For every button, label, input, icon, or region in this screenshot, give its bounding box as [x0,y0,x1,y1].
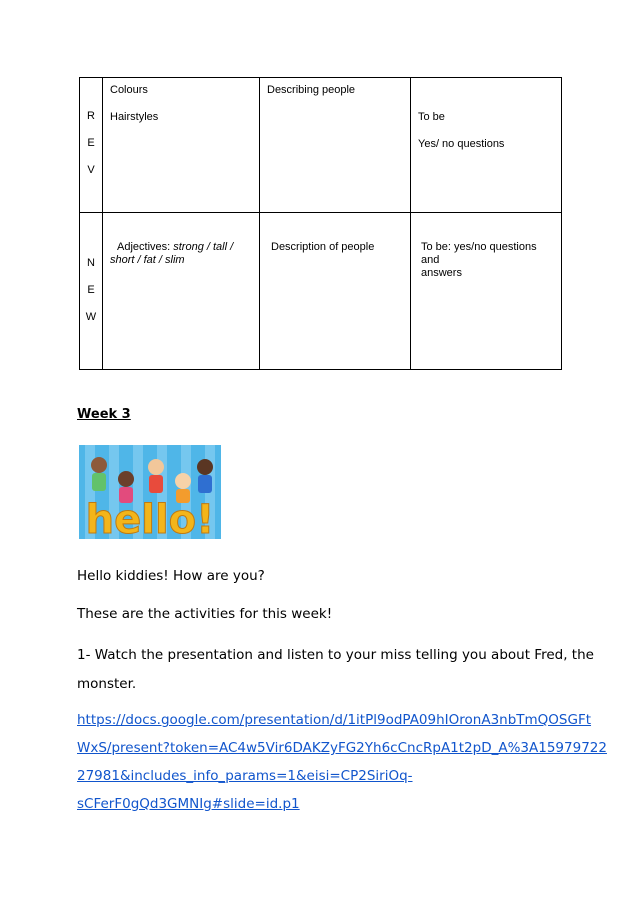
new-col3-cell [411,213,562,370]
new-label-cell [80,213,103,370]
new-col2-cell [260,213,411,370]
rev-row [80,78,562,213]
rev-describing-people: Describing people [267,84,356,96]
rev-colours: Colours [110,84,148,96]
rev-letter-r: R [87,110,95,122]
new-letter-w: W [85,311,97,323]
greeting-paragraph: Hello kiddies! How are you? [77,568,265,584]
rev-hairstyles: Hairstyles [110,111,159,123]
new-letter-n: N [87,257,95,269]
step1-line1: 1- Watch the presentation and listen to your miss telling you about Fred, the [77,647,594,663]
rev-col3-cell [411,78,562,213]
new-description-people: Description of people [271,241,375,253]
rev-col1-cell [103,78,260,213]
new-row [80,213,562,370]
new-adjectives-list-2: short / fat / slim [110,254,185,266]
new-col1-cell [103,213,260,370]
presentation-link-line3[interactable]: 27981&includes_info_params=1&eisi=CP2SiriOq- [77,768,413,784]
rev-letter-v: V [87,164,95,176]
activities-paragraph: These are the activities for this week! [77,606,333,622]
week-title: Week 3 [77,407,131,422]
presentation-link-line2[interactable]: WxS/present?token=AC4w5Vir6DAKZyFG2Yh6cCncRpA1t2pD_A%3A15979722 [77,740,607,756]
rev-label-cell [80,78,103,213]
rev-col2-cell [260,78,411,213]
hello-banner-text: hello! [85,497,215,539]
hello-kids-image [79,445,221,539]
new-letter-e: E [87,284,95,296]
presentation-link-line1[interactable]: https://docs.google.com/presentation/d/1itPl9odPA09hIOronA3nbTmQOSGFt [77,712,592,728]
new-to-be-line1: To be: yes/no questions and [421,241,537,266]
presentation-link-line4[interactable]: sCFerF0gQd3GMNIg#slide=id.p1 [77,796,300,812]
rev-yes-no: Yes/ no questions [418,138,505,150]
new-adjectives-prefix: Adjectives: [117,241,174,253]
lesson-plan-table [79,77,562,370]
new-to-be-line2: answers [421,267,462,279]
new-adjectives-list-1: strong / tall / [173,241,234,253]
rev-letter-e: E [87,137,95,149]
step1-line2: monster. [77,676,137,692]
rev-to-be: To be [418,111,445,123]
